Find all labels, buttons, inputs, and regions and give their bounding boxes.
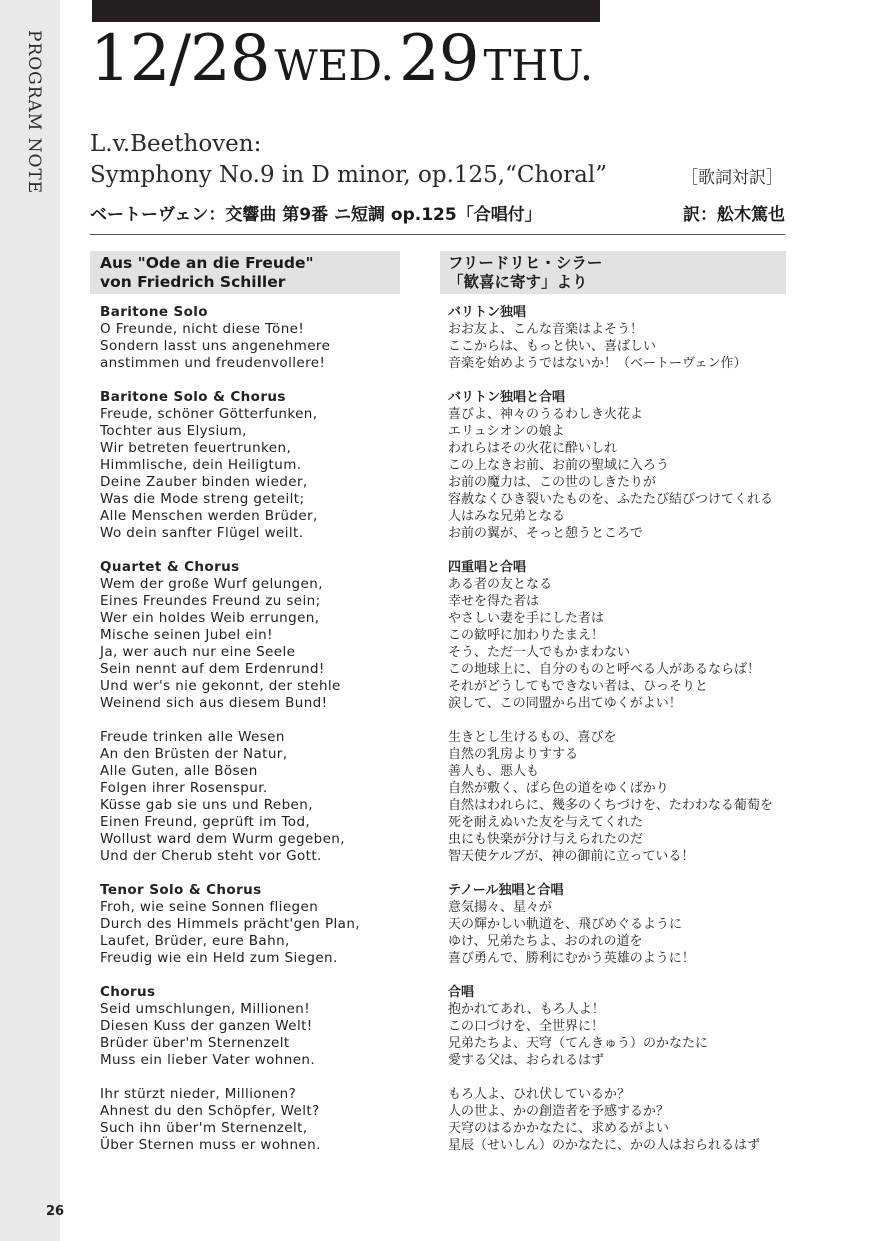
stanza [100, 882, 420, 967]
stanza [448, 389, 788, 542]
lyric-line: ここからは、もっと快い、喜ばしい [448, 339, 657, 354]
stanza-heading: Quartet & Chorus [100, 559, 240, 575]
lyric-line: この口づけを、全世界に！ [448, 1019, 605, 1034]
lyric-line: 死を耐えぬいた友を与えてくれた [448, 815, 644, 830]
lyric-line: Folgen ihrer Rosenspur. [100, 780, 268, 796]
lyric-line: Diesen Kuss der ganzen Welt! [100, 1018, 313, 1034]
lyric-line: Durch des Himmels prächt'gen Plan, [100, 916, 360, 932]
lyric-line: O Freunde, nicht diese Töne! [100, 321, 305, 337]
lyric-line: 人の世よ、かの創造者を予感するか？ [448, 1104, 670, 1119]
stanza [100, 729, 420, 865]
stanza [448, 882, 788, 967]
lyric-line: 愛する父は、おられるはず [448, 1053, 605, 1068]
lyric-line: Weinend sich aus diesem Bund! [100, 695, 328, 711]
lyric-line: 天の輝かしい軌道を、飛びめぐるように [448, 917, 683, 932]
lyric-line: 自然はわれらに、幾多のくちづけを、たわわなる葡萄を [448, 798, 773, 813]
lyrics-translation-tag: ［歌詞対訳］ [681, 168, 783, 188]
lyric-line: Brüder über'm Sternenzelt [100, 1035, 290, 1051]
lyric-line: Eines Freundes Freund zu sein; [100, 593, 321, 609]
japanese-header-author: フリードリヒ・シラー [448, 254, 603, 272]
lyric-line: 人はみな兄弟となる [448, 509, 566, 524]
stanza-heading: 四重唱と合唱 [448, 560, 527, 575]
lyric-line: 自然が敷く、ばら色の道をゆくばかり [448, 781, 669, 796]
lyric-line: おお友よ、こんな音楽はよそう！ [448, 322, 644, 337]
stanza [448, 729, 788, 865]
lyric-line: ある者の友となる [448, 577, 553, 592]
lyric-line: Alle Menschen werden Brüder, [100, 508, 318, 524]
lyric-line: われらはその火花に酔いしれ [448, 441, 618, 456]
lyric-line: Froh, wie seine Sonnen fliegen [100, 899, 319, 915]
german-lyrics [100, 304, 420, 1171]
lyric-line: 天穹のはるかかなたに、求めるがよい [448, 1121, 670, 1136]
lyric-line: Ja, wer auch nur eine Seele [100, 644, 296, 660]
lyric-line: Was die Mode streng geteilt; [100, 491, 305, 507]
stanza-heading: Chorus [100, 984, 156, 1000]
lyric-line: Und wer's nie gekonnt, der stehle [100, 678, 341, 694]
lyric-line: Such ihn über'm Sternenzelt, [100, 1120, 308, 1136]
lyric-line: 智天使ケルブが、神の御前に立っている！ [448, 849, 695, 864]
work-title-japanese: ベートーヴェン：交響曲 第9番 ニ短調 op.125「合唱付」 [90, 205, 542, 225]
lyric-line: 善人も、悪人も [448, 764, 540, 779]
lyric-line: Wollust ward dem Wurm gegeben, [100, 831, 345, 847]
work-title: Symphony No.9 in D minor, op.125,“Choral” [90, 162, 607, 188]
stanza-heading: テノール独唱と合唱 [448, 883, 564, 898]
day-second: THU. [483, 41, 594, 90]
composer-name: L.v.Beethoven: [90, 131, 262, 157]
lyric-line: 兄弟たちよ、天穹（てんきゅう）のかなたに [448, 1036, 709, 1051]
lyric-line: Küsse gab sie uns und Reben, [100, 797, 313, 813]
stanza-heading: Tenor Solo & Chorus [100, 882, 262, 898]
lyric-line: Wem der große Wurf gelungen, [100, 576, 323, 592]
concert-dates [90, 22, 593, 96]
lyric-line: やさしい妻を手にした者は [448, 611, 605, 626]
stanza [100, 559, 420, 712]
stanza [100, 984, 420, 1069]
translator-credit: 訳：舩木篤也 [683, 205, 785, 225]
japanese-column-header [440, 251, 786, 294]
lyric-line: anstimmen und freudenvollere! [100, 355, 326, 371]
page-number: 26 [46, 1204, 65, 1219]
lyric-line: Wir betreten feuertrunken, [100, 440, 292, 456]
stanza [100, 389, 420, 542]
stanza [448, 984, 788, 1069]
lyric-line: Freude, schöner Götterfunken, [100, 406, 318, 422]
stanza-heading: バリトン独唱と合唱 [448, 390, 566, 405]
stanza [448, 1086, 788, 1154]
japanese-lyrics [448, 304, 788, 1171]
german-header-title: Aus "Ode an die Freude" [100, 254, 314, 272]
lyric-line: Freude trinken alle Wesen [100, 729, 285, 745]
lyric-line: Freudig wie ein Held zum Siegen. [100, 950, 338, 966]
lyric-line: Ahnest du den Schöpfer, Welt? [100, 1103, 320, 1119]
lyric-line: Himmlische, dein Heiligtum. [100, 457, 302, 473]
lyric-line: 幸せを得た者は [448, 594, 540, 609]
lyric-line: Wo dein sanfter Flügel weilt. [100, 525, 304, 541]
lyric-line: Tochter aus Elysium, [100, 423, 247, 439]
lyric-line: 喜びよ、神々のうるわしき火花よ [448, 407, 644, 422]
lyric-line: Laufet, Brüder, eure Bahn, [100, 933, 290, 949]
lyric-line: この上なきお前、お前の聖域に入ろう [448, 458, 670, 473]
lyric-line: そう、ただ一人でもかまわない [448, 645, 631, 660]
divider [90, 234, 785, 235]
lyric-line: お前の魔力は、この世のしきたりが [448, 475, 657, 490]
lyric-line: お前の翼が、そっと憩うところで [448, 526, 643, 541]
stanza-heading: Baritone Solo [100, 304, 208, 320]
lyric-line: 自然の乳房よりすする [448, 747, 579, 762]
lyric-line: Deine Zauber binden wieder, [100, 474, 308, 490]
section-label: PROGRAM NOTE [24, 30, 44, 195]
stanza [100, 304, 420, 372]
lyric-line: Sein nennt auf dem Erdenrund! [100, 661, 325, 677]
lyric-line: Muss ein lieber Vater wohnen. [100, 1052, 316, 1068]
german-header-author: von Friedrich Schiller [100, 273, 286, 291]
lyric-line: もろ人よ、ひれ伏しているか？ [448, 1087, 631, 1102]
lyric-line: この歓呼に加わりたまえ！ [448, 628, 605, 643]
stanza [448, 559, 788, 712]
lyric-line: 意気揚々、星々が [448, 900, 553, 915]
lyric-line: ゆけ、兄弟たちよ、おのれの道を [448, 934, 643, 949]
lyric-line: 抱かれてあれ、もろ人よ！ [448, 1002, 605, 1017]
lyric-line: それがどうしてもできない者は、ひっそりと [448, 679, 709, 694]
day-first: WED. [274, 41, 394, 90]
lyric-line: 容赦なくひき裂いたものを、ふたたび結びつけてくれる [448, 492, 774, 507]
lyric-line: 生きとし生けるもの、喜びを [448, 730, 617, 745]
lyric-line: Ihr stürzt nieder, Millionen? [100, 1086, 297, 1102]
german-column-header [90, 251, 400, 294]
lyric-line: Sondern lasst uns angenehmere [100, 338, 331, 354]
lyric-line: Über Sternen muss er wohnen. [100, 1137, 321, 1153]
lyric-line: Einen Freund, geprüft im Tod, [100, 814, 311, 830]
lyric-line: エリュシオンの娘よ [448, 424, 565, 439]
japanese-header-title: 「歓喜に寄す」より [448, 273, 588, 291]
lyric-line: 虫にも快楽が分け与えられたのだ [448, 832, 644, 847]
stanza-heading: Baritone Solo & Chorus [100, 389, 286, 405]
stanza-heading: バリトン独唱 [448, 305, 527, 320]
lyric-line: An den Brüsten der Natur, [100, 746, 288, 762]
lyric-line: 涙して、この同盟から出てゆくがよい！ [448, 696, 682, 711]
date-first: 12/28 [90, 22, 270, 96]
stanza [100, 1086, 420, 1154]
lyric-line: 喜び勇んで、勝利にむかう英雄のように！ [448, 951, 695, 966]
lyric-line: Alle Guten, alle Bösen [100, 763, 258, 779]
lyric-line: この地球上に、自分のものと呼べる人があるならば！ [448, 662, 761, 677]
lyric-line: Wer ein holdes Weib errungen, [100, 610, 320, 626]
stanza-heading: 合唱 [448, 985, 475, 1000]
lyric-line: 星辰（せいしん）のかなたに、かの人はおられるはず [448, 1138, 761, 1153]
lyric-line: 音楽を始めようではないか！（ベートーヴェン作） [448, 356, 747, 371]
side-band [0, 0, 65, 1241]
header-bar [92, 0, 600, 22]
date-second: 29 [398, 22, 479, 96]
lyric-line: Mische seinen Jubel ein! [100, 627, 273, 643]
lyric-line: Seid umschlungen, Millionen! [100, 1001, 311, 1017]
stanza [448, 304, 788, 372]
lyric-line: Und der Cherub steht vor Gott. [100, 848, 322, 864]
